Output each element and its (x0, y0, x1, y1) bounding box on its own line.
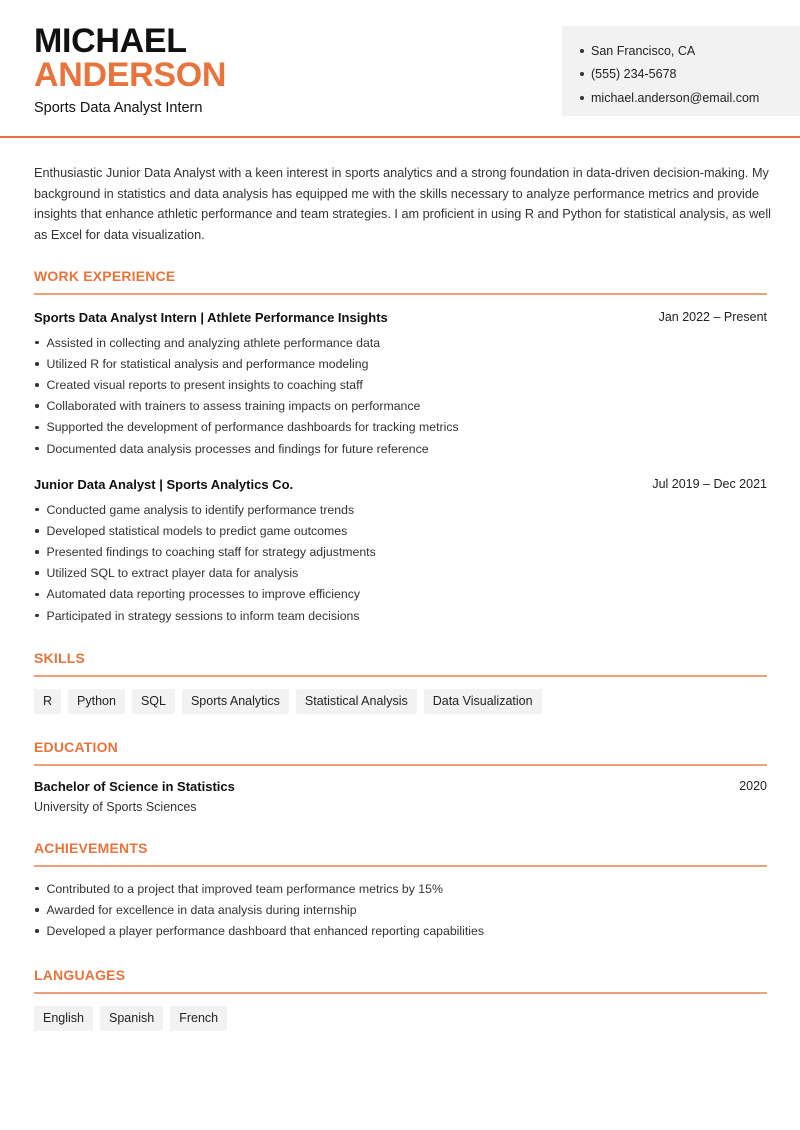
bullet-icon (35, 929, 39, 933)
section-title-education: EDUCATION (34, 739, 118, 755)
bullet-icon (35, 571, 39, 575)
list-item (34, 878, 767, 899)
bullet-text: Conducted game analysis to identify performance trends (46, 502, 355, 517)
list-item (34, 353, 767, 374)
bullet-text: Participated in strategy sessions to inform team decisions (46, 608, 360, 623)
job-date: Jul 2019 – Dec 2021 (652, 477, 767, 491)
bullet-text: Developed a player performance dashboard that enhanced reporting capabilities (46, 923, 485, 938)
languages-list (34, 1006, 234, 1031)
section-title-skills: SKILLS (34, 650, 85, 666)
bullet-text: Developed statistical models to predict game outcomes (46, 523, 348, 538)
bullet-icon (35, 341, 39, 345)
first-name: MICHAEL (34, 22, 187, 60)
list-item (34, 541, 767, 562)
skill-tag: SQL (132, 689, 175, 714)
last-name: ANDERSON (34, 56, 227, 94)
bullet-icon (35, 529, 39, 533)
bullet-icon (580, 72, 584, 76)
bullet-text: Collaborated with trainers to assess training impacts on performance (46, 399, 421, 414)
contact-phone-text: (555) 234-5678 (591, 67, 677, 82)
section-divider (34, 992, 767, 994)
language-tag: English (34, 1006, 93, 1031)
bullet-icon (35, 614, 39, 618)
bullet-text: Documented data analysis processes and findings for future reference (46, 441, 429, 456)
skill-tag: Data Visualization (424, 689, 542, 714)
list-item (34, 396, 767, 417)
bullet-icon (35, 593, 39, 597)
section-title-languages: LANGUAGES (34, 967, 126, 983)
contact-email-text: michael.anderson@email.com (591, 90, 760, 105)
bullet-text: Utilized SQL to extract player data for analysis (46, 566, 299, 581)
contact-location (580, 39, 800, 63)
contact-location-text: San Francisco, CA (591, 43, 696, 58)
section-divider (34, 675, 767, 677)
job-title: Junior Data Analyst | Sports Analytics Co. (34, 477, 294, 492)
achievements-list (34, 878, 767, 942)
section-divider (34, 865, 767, 867)
list-item (34, 417, 767, 438)
section-divider (34, 293, 767, 295)
bullet-text: Supported the development of performance dashboards for tracking metrics (46, 420, 459, 435)
job-bullets (34, 332, 767, 459)
bullet-text: Assisted in collecting and analyzing athlete performance data (46, 335, 381, 350)
list-item (34, 563, 767, 584)
contact-box (562, 26, 800, 116)
section-title-work: WORK EXPERIENCE (34, 268, 176, 284)
bullet-text: Automated data reporting processes to improve efficiency (46, 587, 361, 602)
job-bullets (34, 499, 767, 626)
contact-email (580, 86, 800, 110)
bullet-text: Created visual reports to present insights to coaching staff (46, 377, 363, 392)
job-header (34, 477, 767, 492)
language-tag: French (170, 1006, 227, 1031)
bullet-icon (580, 49, 584, 53)
bullet-text: Utilized R for statistical analysis and performance modeling (46, 356, 369, 371)
bullet-icon (35, 447, 39, 451)
skill-tag: R (34, 689, 61, 714)
list-item (34, 899, 767, 920)
language-tag: Spanish (100, 1006, 163, 1031)
bullet-icon (35, 404, 39, 408)
list-item (34, 499, 767, 520)
list-item (34, 438, 767, 459)
graduation-year: 2020 (739, 779, 767, 793)
school-name: University of Sports Sciences (34, 800, 197, 814)
section-divider (34, 764, 767, 766)
job-role: Sports Data Analyst Intern (34, 100, 203, 116)
list-item (34, 605, 767, 626)
section-title-achievements: ACHIEVEMENTS (34, 840, 148, 856)
profile-summary: Enthusiastic Junior Data Analyst with a keen interest in sports analytics and a strong foundation in data-driven decision-making. My background in statistics and data analysis has equipped me with the skills necessary to analyze performance metrics and provide insights that enhance athletic performance and team strategies. I am proficient in using R and Python for statistical analysis, as well as Excel for data visualization. (34, 166, 771, 243)
list-item (34, 520, 767, 541)
bullet-icon (35, 426, 39, 430)
contact-phone (580, 63, 800, 87)
skill-tag: Python (68, 689, 125, 714)
bullet-icon (35, 383, 39, 387)
education-header (34, 779, 767, 794)
skills-list (34, 689, 549, 714)
bullet-text: Awarded for excellence in data analysis during internship (46, 902, 357, 917)
job-date: Jan 2022 – Present (658, 310, 767, 324)
resume-header (0, 0, 800, 138)
bullet-icon (35, 362, 39, 366)
skill-tag: Sports Analytics (182, 689, 289, 714)
bullet-icon (580, 96, 584, 100)
list-item (34, 374, 767, 395)
list-item (34, 332, 767, 353)
bullet-icon (35, 887, 39, 891)
bullet-icon (35, 908, 39, 912)
degree: Bachelor of Science in Statistics (34, 779, 235, 794)
bullet-icon (35, 550, 39, 554)
bullet-icon (35, 508, 39, 512)
bullet-text: Presented findings to coaching staff for strategy adjustments (46, 544, 376, 559)
list-item (34, 584, 767, 605)
job-header (34, 310, 767, 325)
candidate-name (34, 24, 226, 92)
list-item (34, 920, 767, 941)
skill-tag: Statistical Analysis (296, 689, 417, 714)
job-title: Sports Data Analyst Intern | Athlete Performance Insights (34, 310, 388, 325)
bullet-text: Contributed to a project that improved team performance metrics by 15% (46, 881, 443, 896)
